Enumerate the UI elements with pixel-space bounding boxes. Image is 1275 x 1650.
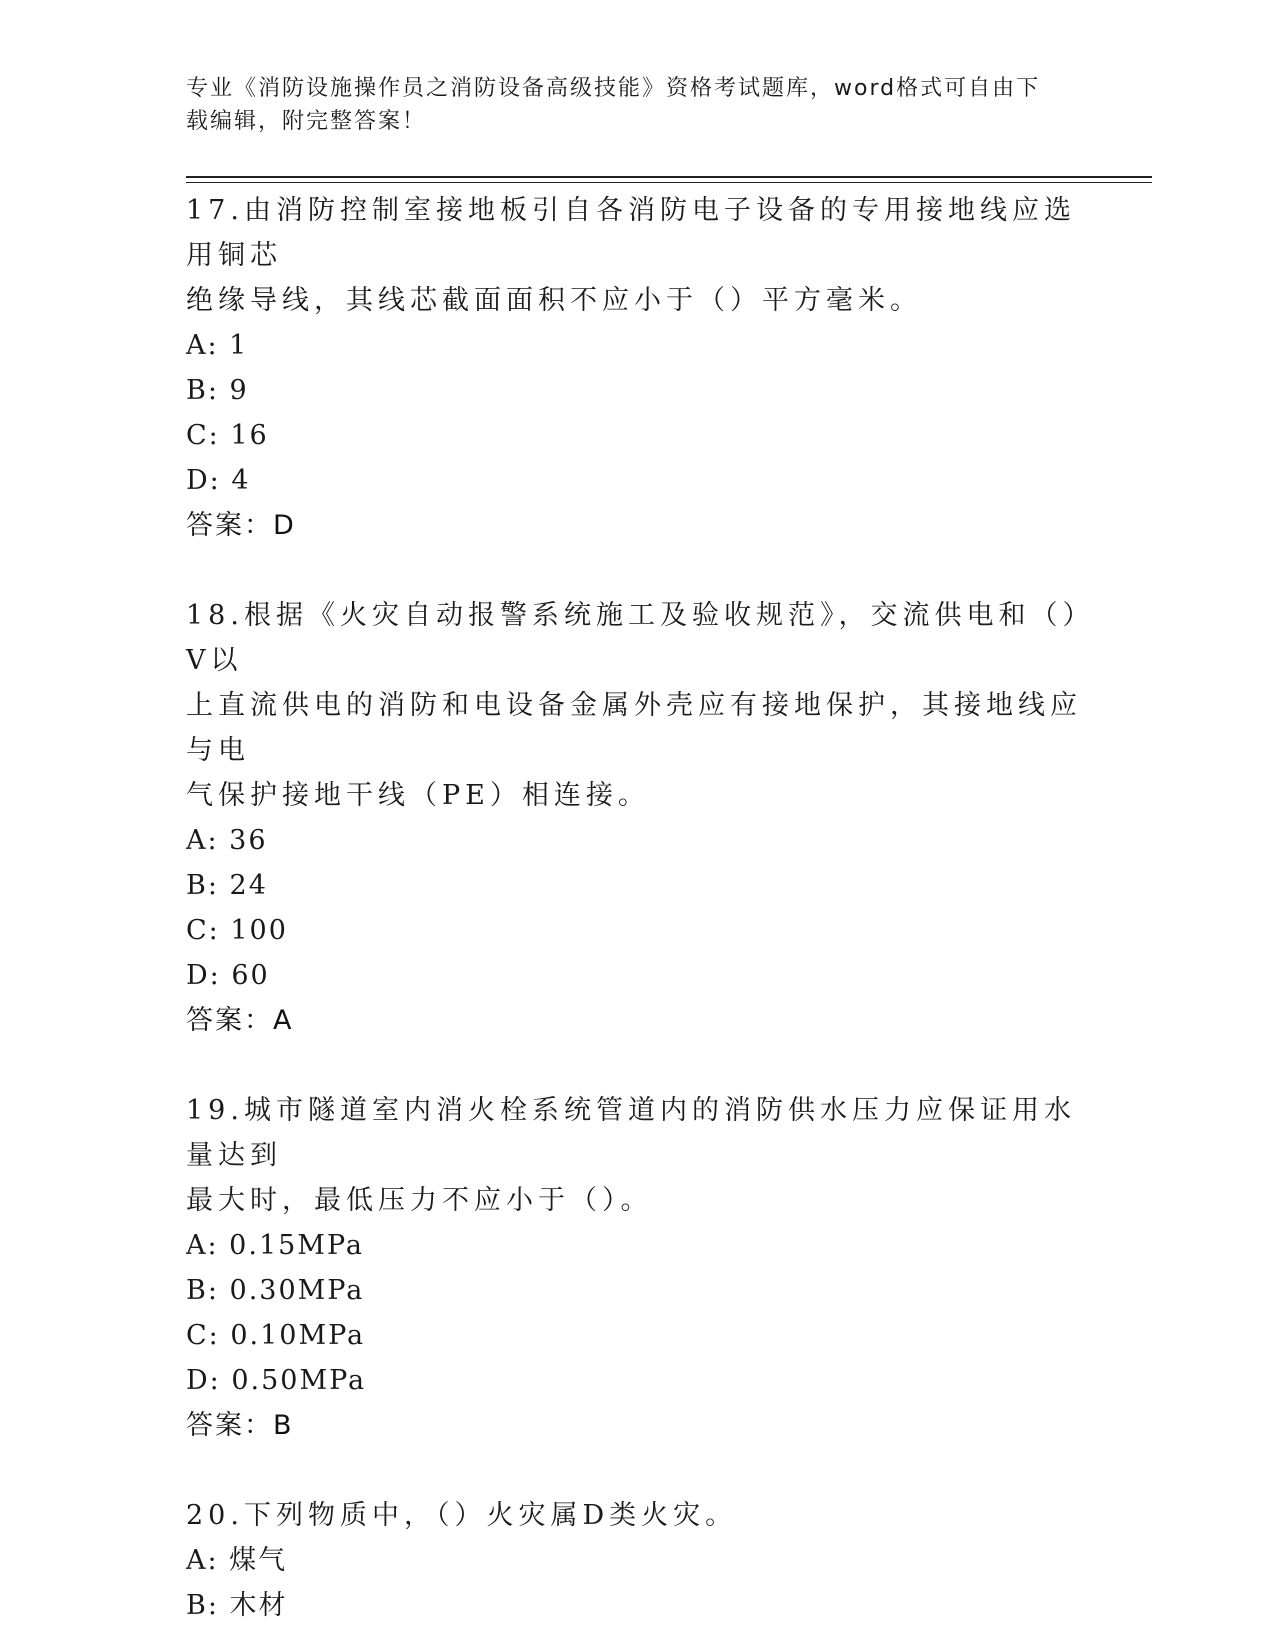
option-c: C: 16	[186, 420, 269, 451]
answer-line: 答案：B	[186, 1410, 294, 1441]
question-text-line: 气保护接地干线（PE）相连接。	[186, 780, 650, 811]
option-d: D: 60	[186, 960, 270, 991]
option-b: B: 木材	[186, 1590, 288, 1621]
option-a: A: 36	[186, 825, 268, 856]
option-d: D: 0.50MPa	[186, 1365, 367, 1396]
document-header	[186, 72, 1066, 138]
question-list	[186, 188, 1106, 1628]
question-text-line: 20.下列物质中，（）火灾属D类火灾。	[186, 1500, 738, 1531]
header-divider-thin	[186, 182, 1152, 183]
option-b: B: 24	[186, 870, 268, 901]
header-divider-thick	[186, 176, 1152, 178]
option-d: D: 4	[186, 465, 251, 496]
option-c: C: 0.10MPa	[186, 1320, 366, 1351]
option-a: A: 0.15MPa	[186, 1230, 364, 1261]
question-text-line: 上直流供电的消防和电设备金属外壳应有接地保护，其接地线应与电	[186, 690, 1082, 766]
question-text-line: 最大时，最低压力不应小于（）。	[186, 1185, 653, 1216]
answer-line: 答案：A	[186, 1005, 294, 1036]
header-line-2: 载编辑，附完整答案！	[186, 109, 427, 134]
question-19	[186, 1088, 1106, 1448]
question-text-line: 19.城市隧道室内消火栓系统管道内的消防供水压力应保证用水量达到	[186, 1095, 1076, 1171]
question-text-line: 17.由消防控制室接地板引自各消防电子设备的专用接地线应选用铜芯	[186, 195, 1076, 271]
question-text-line: 绝缘导线，其线芯截面面积不应小于（）平方毫米。	[186, 285, 922, 316]
option-b: B: 9	[186, 375, 249, 406]
question-17	[186, 188, 1106, 548]
option-c: C: 100	[186, 915, 288, 946]
answer-line: 答案：D	[186, 510, 296, 541]
header-line-1: 专业《消防设施操作员之消防设备高级技能》资格考试题库，word格式可自由下	[186, 76, 1041, 101]
question-text-line: 18.根据《火灾自动报警系统施工及验收规范》，交流供电和（）V以	[186, 600, 1095, 676]
question-18	[186, 593, 1106, 1043]
option-b: B: 0.30MPa	[186, 1275, 365, 1306]
option-a: A: 煤气	[186, 1545, 288, 1576]
question-20	[186, 1493, 1106, 1628]
option-a: A: 1	[186, 330, 249, 361]
